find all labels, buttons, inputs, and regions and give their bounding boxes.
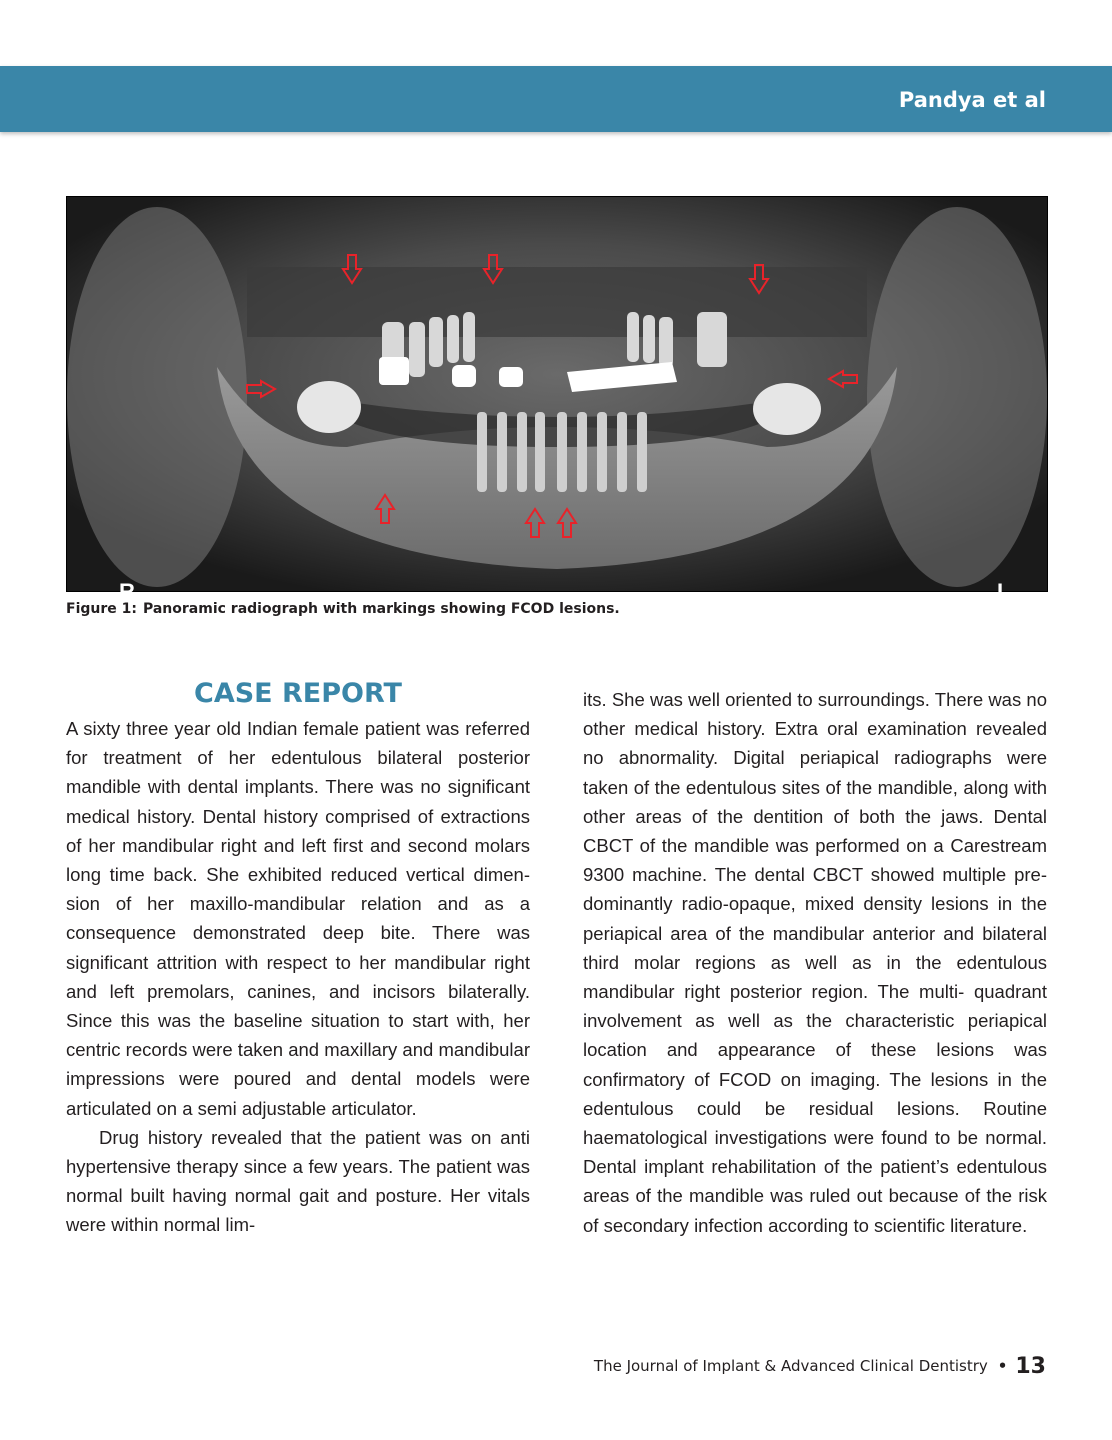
right-ramus xyxy=(867,207,1047,587)
lower-teeth xyxy=(477,412,647,492)
figure-caption-text: Panoramic radiograph with markings showing FCOD lesions. xyxy=(142,601,620,617)
figure-caption xyxy=(66,601,620,617)
body-paragraph-2-start xyxy=(66,1123,530,1240)
journal-name: The Journal of Implant & Advanced Clinical Dentistry xyxy=(593,1357,988,1375)
body-paragraph-1: A sixty three year old Indian female patient was referred for treatment of her edentulous bilateral posterior mandible with dental implants. There was no significant medical history. Dental history comprised of extractions of her mandibular right and left first and second molars long time back. She exhibited reduced vertical dimension of her maxillo-mandibular relation and as a consequence demonstrated deep bite. There was significant attrition with respect to her mandibular right and left premolars, canines, and incisors bilaterally. Since this was the baseline situation to start with, her centric records were taken and maxillary and mandibular impressions were poured and dental models were articulated on a semi adjustable articulator. xyxy=(66,718,530,1119)
maxilla-region xyxy=(247,267,867,337)
page-footer xyxy=(594,1354,1046,1379)
panoramic-radiograph xyxy=(66,196,1048,604)
paragraph-2-continued-text: its. She was well oriented to surroundings. There was no other medical history. Extra oral examination revealed no abnormality. Digital periapical radiographs were taken of the edentulous sites of the mandible, along with other areas of the dentition of both the jaws. Dental CBCT of the mandible was performed on a Carestream 9300 machine. The dental CBCT showed multiple predominantly radio-opaque, mixed density lesions in the periapical area of the mandibular anterior and bilateral third molar regions as well as in the edentulous mandibular right posterior region. The multi- quadrant involvement as well as the characteristic periapical location and appearance of these lesions was confirmatory of FCOD on imaging. The lesions in the edentulous could be residual lesions. Routine haematological investigations were found to be normal. Dental implant rehabilitation of the patient’s edentulous areas of the mandible was ruled out because of the risk of secondary infection according to scientific literature. xyxy=(583,689,1047,1236)
figure-label: Figure 1: xyxy=(66,601,137,617)
side-marker-left: L xyxy=(997,579,1011,604)
paragraph-2-text: Drug history revealed that the patient was on anti hypertensive therapy since a few years. The patient was normal built having normal gait and posture. Her vitals were within normal lim- xyxy=(66,1126,530,1236)
column-right xyxy=(583,685,1047,1240)
left-ramus xyxy=(67,207,247,587)
side-marker-right: R xyxy=(119,579,135,604)
page-number: 13 xyxy=(1015,1354,1046,1379)
footer-bullet-icon: • xyxy=(997,1357,1008,1375)
section-title: CASE REPORT xyxy=(194,678,402,709)
header-band xyxy=(0,66,1112,132)
running-head-authors: Pandya et al xyxy=(898,88,1046,112)
body-paragraph-2-continued xyxy=(583,685,1047,1240)
column-left xyxy=(66,714,530,1240)
